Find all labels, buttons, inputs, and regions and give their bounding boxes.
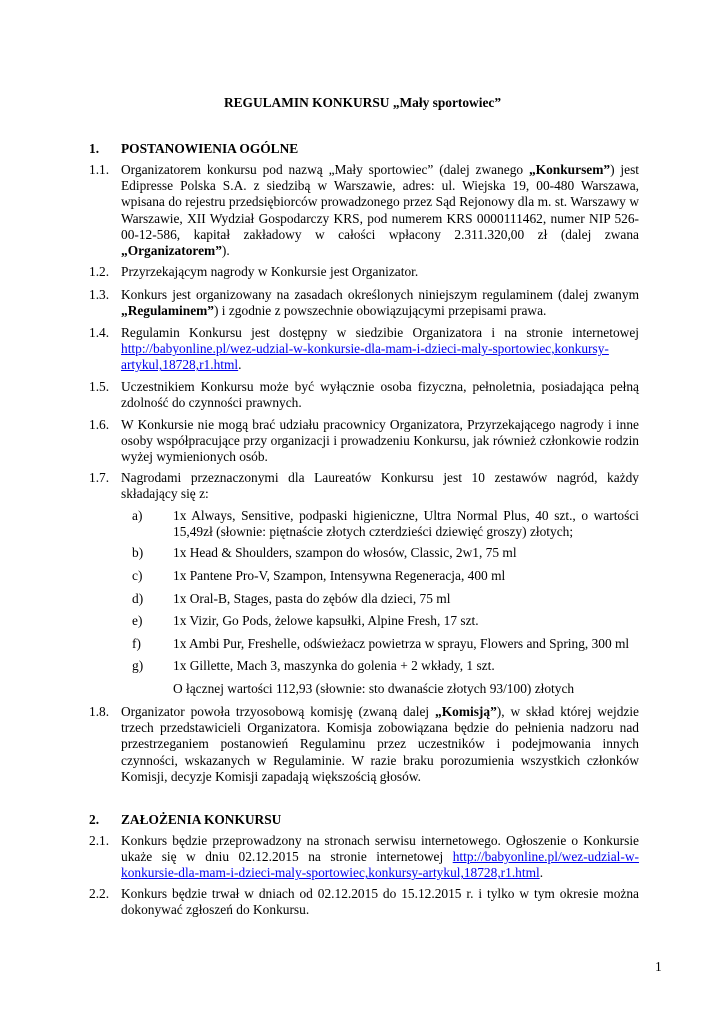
prize-letter: a): [132, 508, 143, 523]
section-heading-1: [89, 141, 298, 157]
clause-1-1: [89, 162, 639, 259]
clause-text: Organizator powoła trzyosobową komisję (zwaną dalej: [121, 704, 436, 719]
clause-text: .: [539, 865, 544, 881]
clause-1-5: [89, 379, 639, 411]
clause-1-2: [89, 264, 639, 280]
clause-number: 1.7.: [89, 470, 110, 485]
clause-1-4: [89, 325, 639, 374]
prize-text: 1x Pantene Pro-V, Szampon, Intensywna Regeneracja, 400 ml: [173, 568, 506, 583]
clause-text: .: [238, 357, 242, 373]
prize-item: [132, 508, 639, 540]
prize-item: [132, 613, 639, 629]
clause-number: 1.6.: [89, 417, 110, 432]
clause-2-1: [89, 833, 639, 882]
clause-number: 2.2.: [89, 886, 110, 901]
prize-item: [132, 568, 639, 584]
prize-text: 1x Vizir, Go Pods, żelowe kapsułki, Alpine Fresh, 17 szt.: [173, 613, 479, 628]
section-heading-2: [89, 812, 281, 828]
clause-text: ) jest Edipresse Polska S.A. z siedzibą w Warszawie, adres: ul. Wiejska 19, 00-480 Warszawa, wpisana do rejestru przedsiębiorców prowadzonego przez Sąd Rejonowy dla m. st. Warszawy w Warszawie, XII Wydział Gospodarczy KRS, pod numerem KRS 0000111462, numer NIP 526-00-12-586, kapitał zakładowy w całości wpłacony 2.311.320,00 zł (dalej zwana: [121, 162, 639, 242]
clause-text: Uczestnikiem Konkursu może być wyłącznie osoba fizyczna, pełnoletnia, posiadająca pełną zdolność do czynności prawnych.: [121, 379, 639, 411]
prize-letter: d): [132, 591, 144, 606]
prize-letter: c): [132, 568, 143, 583]
prize-item: [132, 636, 639, 652]
clause-number: 1.2.: [89, 264, 110, 279]
section-title: POSTANOWIENIA OGÓLNE: [121, 141, 299, 156]
page-number: 1: [655, 959, 662, 974]
document-title: REGULAMIN KONKURSU „Mały sportowiec”: [223, 95, 502, 110]
prize-letter: g): [132, 658, 144, 673]
section-title: ZAŁOŻENIA KONKURSU: [121, 812, 282, 827]
clause-text: W Konkursie nie mogą brać udziału pracownicy Organizatora, Przyrzekającego nagrody i inne osoby współpracujące przy organizacji i prowadzeniu Konkursu, jak również członkowie rodzin wyżej wymienionych osób.: [121, 417, 639, 465]
prize-total-value: O łącznej wartości 112,93 (słownie: sto dwanaście złotych 93/100) złotych: [173, 681, 575, 696]
clause-number: 1.4.: [89, 325, 110, 340]
clause-1-6: [89, 417, 639, 466]
regulamin-link[interactable]: http://babyonline.pl/wez-udzial-w-konkursie-dla-mam-i-dzieci-maly-sportowiec,konkursy-artykul,18728,r1.html: [121, 341, 609, 373]
prize-text: 1x Always, Sensitive, podpaski higieniczne, Ultra Normal Plus, 40 szt., o wartości 15,49zł (słownie: piętnaście złotych czterdzieści dziewięć groszy) złotych;: [173, 508, 639, 540]
clause-text: ), w skład której wejdzie trzech przedstawicieli Organizatora. Komisja zobowiązana będzie do pełnienia nadzoru nad przestrzeganiem postanowień Regulaminu przez uczestników i podejmowania innych czynności, wskazanych w Regulaminie. W razie braku porozumienia wszystkich członków Komisji, decyzje Komisji zapadają większością głosów.: [121, 704, 639, 784]
prize-text: 1x Ambi Pur, Freshelle, odświeżacz powietrza w sprayu, Flowers and Spring, 300 ml: [173, 636, 630, 651]
clause-1-3: [89, 287, 639, 319]
clause-text: Nagrodami przeznaczonymi dla Laureatów Konkursu jest 10 zestawów nagród, każdy składający się z:: [121, 470, 639, 502]
clause-text: Konkurs będzie trwał w dniach od 02.12.2015 do 15.12.2015 r. i tylko w tym okresie można dokonywać zgłoszeń do Konkursu.: [121, 886, 639, 918]
clause-number: 1.3.: [89, 287, 110, 302]
clause-number: 1.1.: [89, 162, 110, 177]
clause-1-7: [89, 470, 639, 502]
clause-text: Konkurs będzie przeprowadzony na stronach serwisu internetowego. Ogłoszenie o Konkursie ukaże się w dniu 02.12.2015 na stronie internetowej: [121, 833, 639, 865]
prize-letter: b): [132, 545, 144, 560]
defined-term: „Organizatorem”: [121, 243, 222, 259]
section-number: 2.: [89, 812, 100, 827]
clause-1-8: [89, 704, 639, 785]
clause-text: Organizatorem konkursu pod nazwą „Mały sportowiec” (dalej zwanego: [121, 162, 529, 177]
section-number: 1.: [89, 141, 100, 156]
defined-term: „Komisją”: [435, 704, 497, 719]
clause-text: ).: [221, 243, 230, 259]
prize-letter: f): [132, 636, 141, 651]
clause-text: Regulamin Konkursu jest dostępny w siedzibie Organizatora i na stronie internetowej: [121, 325, 639, 340]
defined-term: „Regulaminem”: [121, 303, 214, 319]
clause-text: Konkurs jest organizowany na zasadach określonych niniejszym regulaminem (dalej zwanym: [121, 287, 639, 302]
clause-number: 2.1.: [89, 833, 110, 848]
clause-number: 1.5.: [89, 379, 110, 394]
prize-text: 1x Head & Shoulders, szampon do włosów, Classic, 2w1, 75 ml: [173, 545, 517, 560]
prize-letter: e): [132, 613, 143, 628]
prize-text: 1x Oral-B, Stages, pasta do zębów dla dzieci, 75 ml: [173, 591, 451, 606]
contest-link[interactable]: http://babyonline.pl/wez-udzial-w-konkursie-dla-mam-i-dzieci-maly-sportowiec,konkursy-artykul,18728,r1.html: [121, 849, 639, 881]
clause-number: 1.8.: [89, 704, 110, 719]
prize-item: [132, 658, 639, 674]
prize-item: [132, 545, 639, 561]
clause-text: Przyrzekającym nagrody w Konkursie jest Organizator.: [121, 264, 419, 279]
prize-item: [132, 591, 639, 607]
defined-term: „Konkursem”: [528, 162, 611, 177]
clause-2-2: [89, 886, 639, 918]
clause-text: ) i zgodnie z powszechnie obowiązującymi przepisami prawa.: [213, 303, 547, 319]
prize-text: 1x Gillette, Mach 3, maszynka do golenia + 2 wkłady, 1 szt.: [173, 658, 495, 673]
